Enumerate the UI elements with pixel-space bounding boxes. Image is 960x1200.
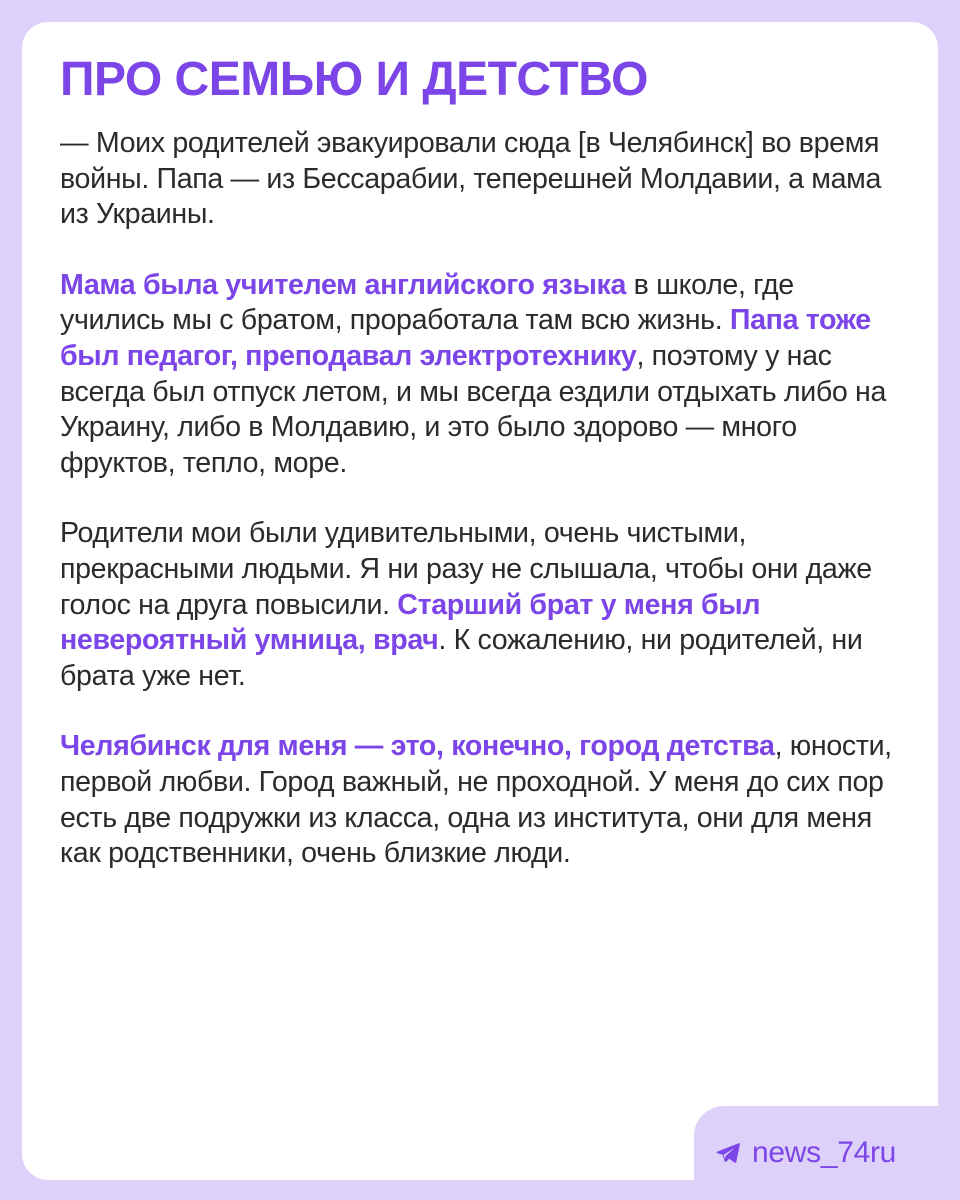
paragraph-1-text: — Моих родителей эвакуировали сюда [в Челябинск] во время войны. Папа — из Бессарабии, теперешней Молдавии, а мама из Украины. xyxy=(60,127,881,231)
channel-badge[interactable] xyxy=(694,1106,960,1200)
page-title: ПРО СЕМЬЮ И ДЕТСТВО xyxy=(60,53,649,106)
paragraph-3-highlight: Старший брат у меня был невероятный умница, врач xyxy=(60,588,761,657)
paragraph-2-text-1: в школе, где учились мы с братом, проработала там всю жизнь. xyxy=(60,268,794,337)
paragraph-4-highlight: Челябинск для меня — это, конечно, город детства xyxy=(60,730,775,763)
telegram-icon xyxy=(716,1142,752,1164)
paragraph-2 xyxy=(60,268,904,482)
paragraph-2-highlight-1: Мама была учителем английского языка xyxy=(60,268,627,301)
content-card xyxy=(22,22,938,1180)
paragraph-3 xyxy=(60,516,904,694)
channel-badge-content xyxy=(716,1136,896,1170)
paragraph-1 xyxy=(60,126,904,233)
paragraph-2-text-2: , поэтому у нас всегда был отпуск летом, и мы всегда ездили отдыхать либо на Украину, либо в Молдавию, и это было здорово — много фруктов, тепло, море. xyxy=(60,339,886,479)
paragraph-4 xyxy=(60,729,904,871)
paragraph-3-text-2: . К сожалению, ни родителей, ни брата уже нет. xyxy=(60,624,863,692)
paragraph-2-highlight-2: Папа тоже был педагог, преподавал электротехнику xyxy=(60,304,871,372)
article-body xyxy=(60,126,904,872)
paragraph-3-text-1: Родители мои были удивительными, очень чистыми, прекрасными людьми. Я ни разу не слышала, чтобы они даже голос на друга повысили. xyxy=(60,517,872,621)
paragraph-4-text: , юности, первой любви. Город важный, не проходной. У меня до сих пор есть две подружки из класса, одна из института, они для меня как родственники, очень близкие люди. xyxy=(60,730,892,870)
channel-handle[interactable]: news_74ru xyxy=(752,1136,897,1169)
